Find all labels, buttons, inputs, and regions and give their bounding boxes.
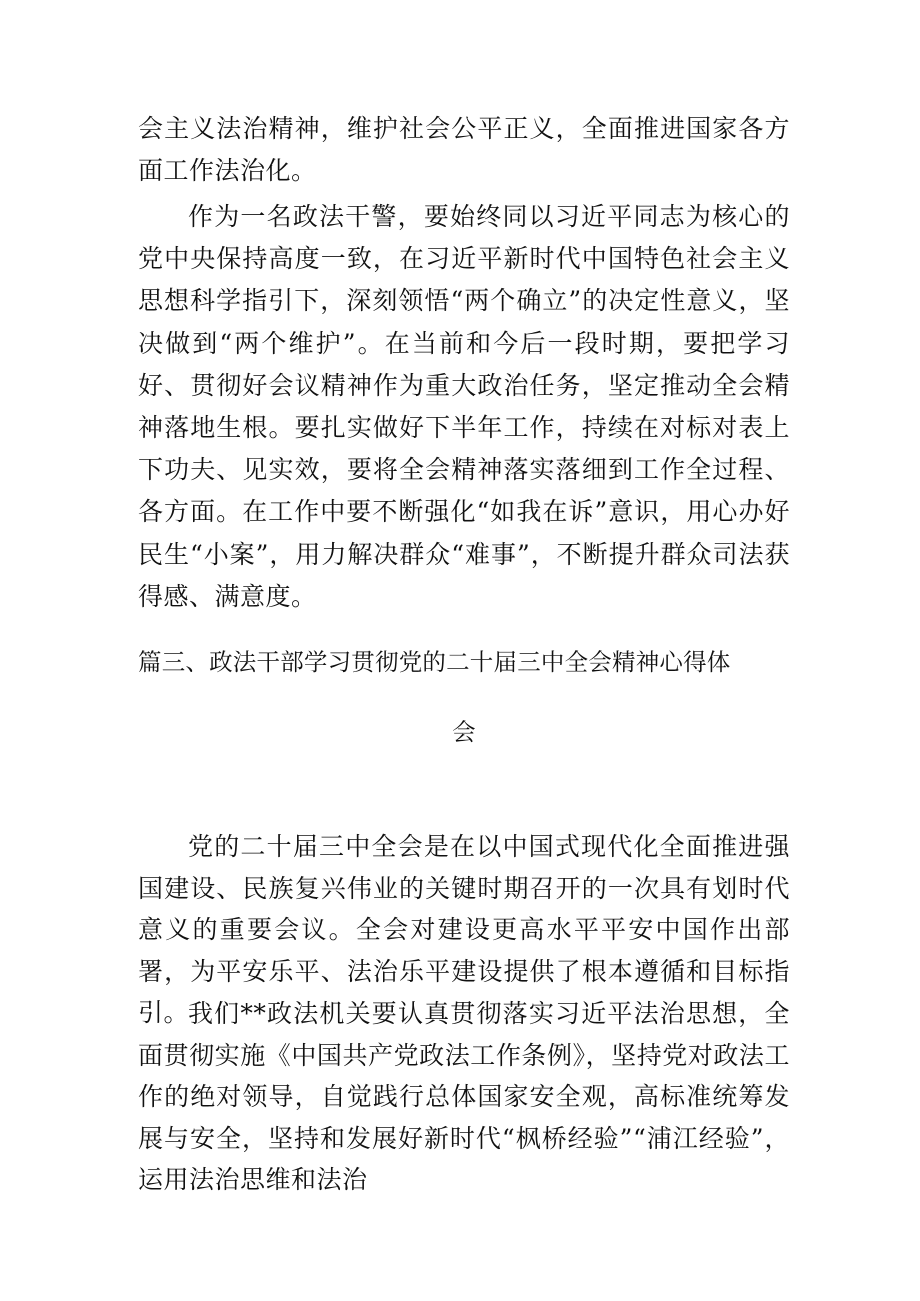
paragraph-continued: 会主义法治精神，维护社会公平正义，全面推进国家各方面工作法治化。 (138, 114, 790, 186)
paragraph-organs: 我们**政法机关要认真贯彻落实习近平法治思想，全面贯彻实施《中国共产党政法工作条例》，坚持党对政法工作的绝对领导，自觉践行总体国家安全观，高标准统筹发展与安全，坚持和发展好新时代“枫桥经验”“浦江经验”，运用法治思维和法治 (138, 999, 790, 1194)
paragraph-cadre: 作为一名政法干警，要始终同以习近平同志为核心的党中央保持高度一致，在习近平新时代中国特色社会主义思想科学指引下，深刻领悟“两个确立”的决定性意义，坚决做到“两个维护”。在当前和今后一段时期，要把学习好、贯彻好会议精神作为重大政治任务，坚定推动全会精神落地生根。要扎实做好下半年工作，持续在对标对表上下功夫、见实效，要将全会精神落实落细到工作全过程、各方面。在工作中要不断强化“如我在诉”意识，用心办好民生“小案”，用力解决群众“难事”，不断提升群众司法获得感、满意度。 (138, 202, 790, 611)
section-heading-line1: 篇三、政法干部学习贯彻党的二十届三中全会精神心得体 (138, 648, 731, 676)
section-heading (138, 627, 790, 767)
section-heading-line2: 会 (452, 718, 476, 746)
paragraph-plenum: 党的二十届三中全会是在以中国式现代化全面推进强国建设、民族复兴伟业的关键时期召开的一次具有划时代意义的重要会议。全会对建设更高水平平安中国作出部署，为平安乐平、法治乐平建设提供了根本遵循和目标指引。 (138, 832, 790, 1027)
